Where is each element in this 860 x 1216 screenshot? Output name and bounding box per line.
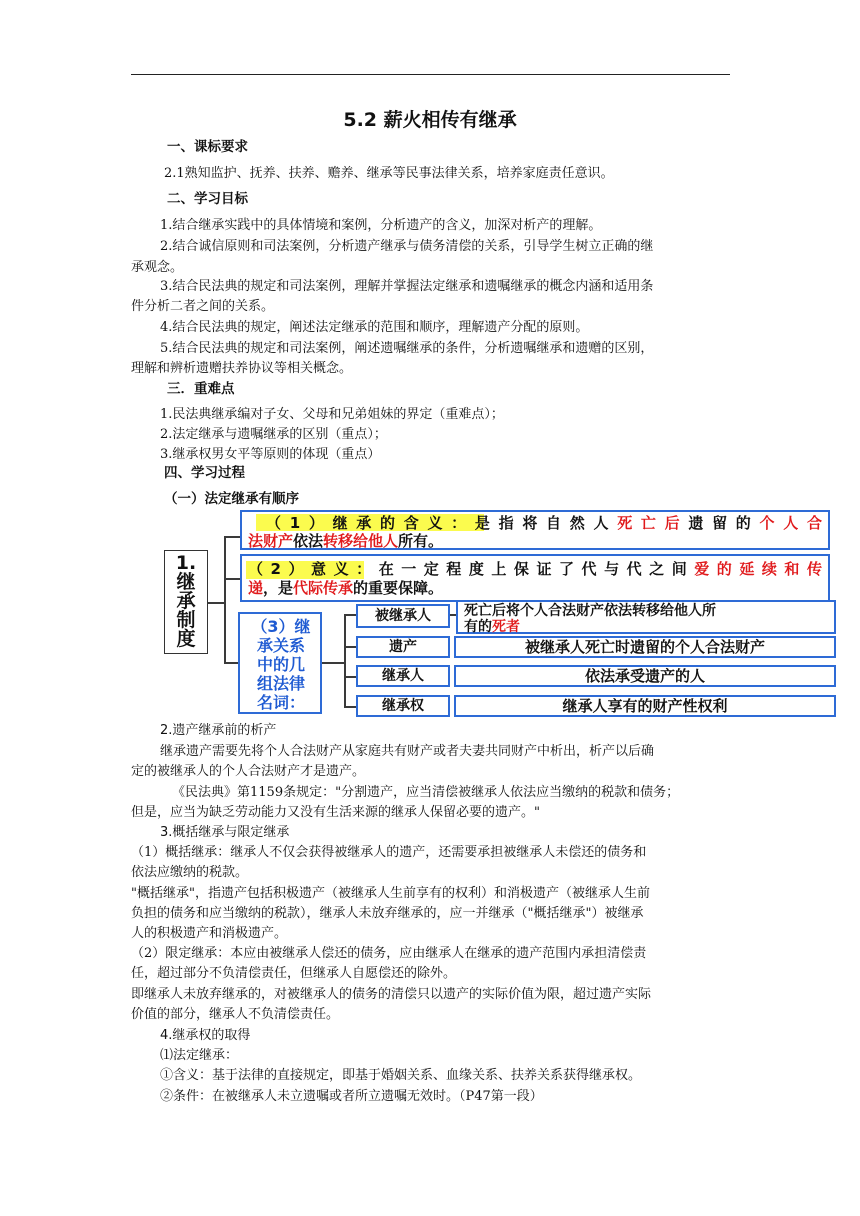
term-name-4: 继承权 <box>382 698 424 714</box>
definition-red-property-2: 法财产 <box>248 532 294 550</box>
term-desc-box-1 <box>456 600 836 634</box>
term-name-2: 遗产 <box>389 639 417 655</box>
significance-text-2: ，是 <box>263 579 294 597</box>
general-inheritance-line-2: 依法应缴纳的税款。 <box>131 865 249 880</box>
definition-red-property-1: 个人合 <box>759 514 822 532</box>
inheritance-system-diagram <box>160 508 840 720</box>
significance-text-3: 的重要保障。 <box>353 579 444 597</box>
acquisition-statutory: ⑴法定继承： <box>160 1048 239 1063</box>
term-desc-3: 依法承受遗产的人 <box>584 667 705 685</box>
civil-code-quote-line-1: 《民法典》第1159条规定："分割遗产，应当清偿被继承人依法应当缴纳的税款和债务； <box>172 785 680 800</box>
term-name-1: 被继承人 <box>375 608 431 624</box>
root-label-2: 继 <box>176 571 196 593</box>
objective-3-line-1: 3.结合民法典的规定和司法案例，理解并掌握法定继承和遗嘱继承的概念内涵和适用条 <box>160 279 654 294</box>
definition-red-transfer: 转移给他人 <box>323 532 399 550</box>
significance-red-intergenerational: 代际传承 <box>293 579 354 597</box>
terms-heading-4: 组法律 <box>256 674 305 693</box>
terms-heading-5: 名词： <box>256 693 305 712</box>
connector-terms <box>322 662 344 664</box>
definition-text-4: 所有。 <box>398 532 444 550</box>
definition-red-death: 死亡后 <box>617 514 689 532</box>
terms-heading-1: （3）继 <box>251 617 311 636</box>
root-label-5: 度 <box>176 628 196 650</box>
term-name-3: 继承人 <box>382 668 424 684</box>
definition-text-1: 是指将自然人 <box>474 514 618 532</box>
general-inheritance-line-4: 负担的债务和应当缴纳的税款），继承人未放弃继承的，应一并继承（"概括继承"）被继承 <box>131 906 644 921</box>
objective-4: 4.结合民法典的规定，阐述法定继承的范围和顺序，理解遗产分配的原则。 <box>160 320 589 335</box>
subsection-heading-statutory: （一）法定继承有顺序 <box>164 491 299 507</box>
connector-to-terms <box>224 662 238 664</box>
objective-5-line-2: 理解和辨析遗赠扶养协议等相关概念。 <box>131 361 353 376</box>
limited-inheritance-line-2: 任，超过部分不负清偿责任，但继承人自愿偿还的除外。 <box>131 966 457 981</box>
term-desc-4: 继承人享有的财产性权利 <box>562 697 728 715</box>
connector-main-vertical <box>224 536 226 662</box>
estate-separation-line-2: 定的被继承人的个人合法财产才是遗产。 <box>131 764 366 779</box>
connector-term-1 <box>344 614 356 616</box>
heading-estate-separation: 2.遗产继承前的析产 <box>160 723 277 738</box>
objective-2-line-2: 承观念。 <box>131 260 184 275</box>
connector-to-significance <box>224 578 240 580</box>
objective-5-line-1: 5.结合民法典的规定和司法案例，阐述遗嘱继承的条件，分析遗嘱继承和遗赠的区别， <box>160 341 654 356</box>
term-name-box-3 <box>356 665 450 687</box>
objective-3-line-2: 件分析二者之间的关系。 <box>131 299 275 314</box>
significance-box <box>240 554 830 602</box>
general-inheritance-line-1: （1）概括继承：继承人不仅会获得被继承人的遗产，还需要承担被继承人未偿还的债务和 <box>131 845 647 860</box>
significance-red-love: 爱的延续和传 <box>694 560 822 578</box>
definition-text-2: 遗留的 <box>688 514 760 532</box>
significance-label: （2）意义： <box>248 560 379 578</box>
section-heading-objectives: 二、学习目标 <box>167 191 248 207</box>
heading-general-limited: 3.概括继承与限定继承 <box>160 825 290 840</box>
definition-text-3: 依法 <box>293 532 324 550</box>
acquisition-condition: ②条件：在被继承人未立遗嘱或者所立遗嘱无效时。（P47第一段） <box>160 1089 543 1104</box>
objective-2-line-1: 2.结合诚信原则和司法案例，分析遗产继承与债务清偿的关系，引导学生树立正确的继 <box>160 239 654 254</box>
term-desc-box-4 <box>454 695 836 717</box>
estate-separation-line-1: 继承遗产需要先将个人合法财产从家庭共有财产或者夫妻共同财产中析出，析产以后确 <box>160 744 655 759</box>
civil-code-quote-line-2: 但是，应当为缺乏劳动能力又没有生活来源的继承人保留必要的遗产。" <box>131 805 540 820</box>
general-inheritance-line-5: 人的积极遗产和消极遗产。 <box>131 926 288 941</box>
connector-root <box>208 602 224 604</box>
term-desc-1: 死亡后将个人合法财产依法转移给他人所 <box>464 603 716 619</box>
root-label-3: 承 <box>176 590 196 612</box>
term-desc-2: 被继承人死亡时遗留的个人合法财产 <box>524 638 765 656</box>
section-heading-key-points: 三．重难点 <box>167 381 235 397</box>
page-title: 5.2 薪火相传有继承 <box>343 109 517 131</box>
significance-text-1: 在一定程度上保证了代与代之间 <box>378 560 695 578</box>
root-label-1: 1. <box>175 552 197 574</box>
significance-red-continue: 递 <box>248 579 264 597</box>
terms-heading-3: 中的几 <box>256 655 305 674</box>
connector-term-2 <box>344 646 356 648</box>
term-desc-1b: 有的 <box>464 619 492 635</box>
objective-1: 1.结合继承实践中的具体情境和案例，分析遗产的含义，加深对析产的理解。 <box>160 218 602 233</box>
key-point-3: 3.继承权男女平等原则的体现（重点） <box>160 447 381 462</box>
connector-term-3 <box>344 676 356 678</box>
definition-box <box>240 510 830 550</box>
connector-terms-vertical <box>344 614 346 706</box>
terms-heading-box <box>238 612 322 714</box>
connector-to-definition <box>224 536 240 538</box>
term-name-box-2 <box>356 636 450 658</box>
limited-inheritance-line-4: 价值的部分，继承人不负清偿责任。 <box>131 1007 340 1022</box>
key-point-2: 2.法定继承与遗嘱继承的区别（重点）； <box>160 427 387 442</box>
connector-term-4 <box>344 706 356 708</box>
term-name-box-1 <box>356 604 450 628</box>
key-point-1: 1.民法典继承编对子女、父母和兄弟姐妹的界定（重难点）； <box>160 407 504 422</box>
term-desc-box-2 <box>454 636 836 658</box>
section-heading-process: 四、学习过程 <box>164 465 245 481</box>
term-desc-box-3 <box>454 665 836 687</box>
terms-heading-2: 承关系 <box>256 636 305 655</box>
limited-inheritance-line-1: （2）限定继承：本应由被继承人偿还的债务，应由继承人在继承的遗产范围内承担清偿责 <box>131 946 647 961</box>
acquisition-meaning: ①含义：基于法律的直接规定，即基于婚姻关系、血缘关系、扶养关系获得继承权。 <box>160 1068 642 1083</box>
term-desc-1-red: 死者 <box>492 619 520 635</box>
definition-label: （1）继承的含义： <box>266 514 475 532</box>
term-name-box-4 <box>356 695 450 717</box>
heading-acquisition: 4.继承权的取得 <box>160 1028 251 1043</box>
section-heading-standards: 一、课标要求 <box>167 139 248 155</box>
header-rule <box>131 74 730 75</box>
standards-text: 2.1熟知监护、抚养、扶养、赡养、继承等民事法律关系，培养家庭责任意识。 <box>164 166 614 181</box>
limited-inheritance-line-3: 即继承人未放弃继承的，对被继承人的债务的清偿只以遗产的实际价值为限，超过遗产实际 <box>131 987 652 1002</box>
root-label-4: 制 <box>176 609 196 631</box>
diagram-root-box <box>164 550 208 654</box>
general-inheritance-line-3: "概括继承"，指遗产包括积极遗产（被继承人生前享有的权利）和消极遗产（被继承人生前 <box>131 886 650 901</box>
